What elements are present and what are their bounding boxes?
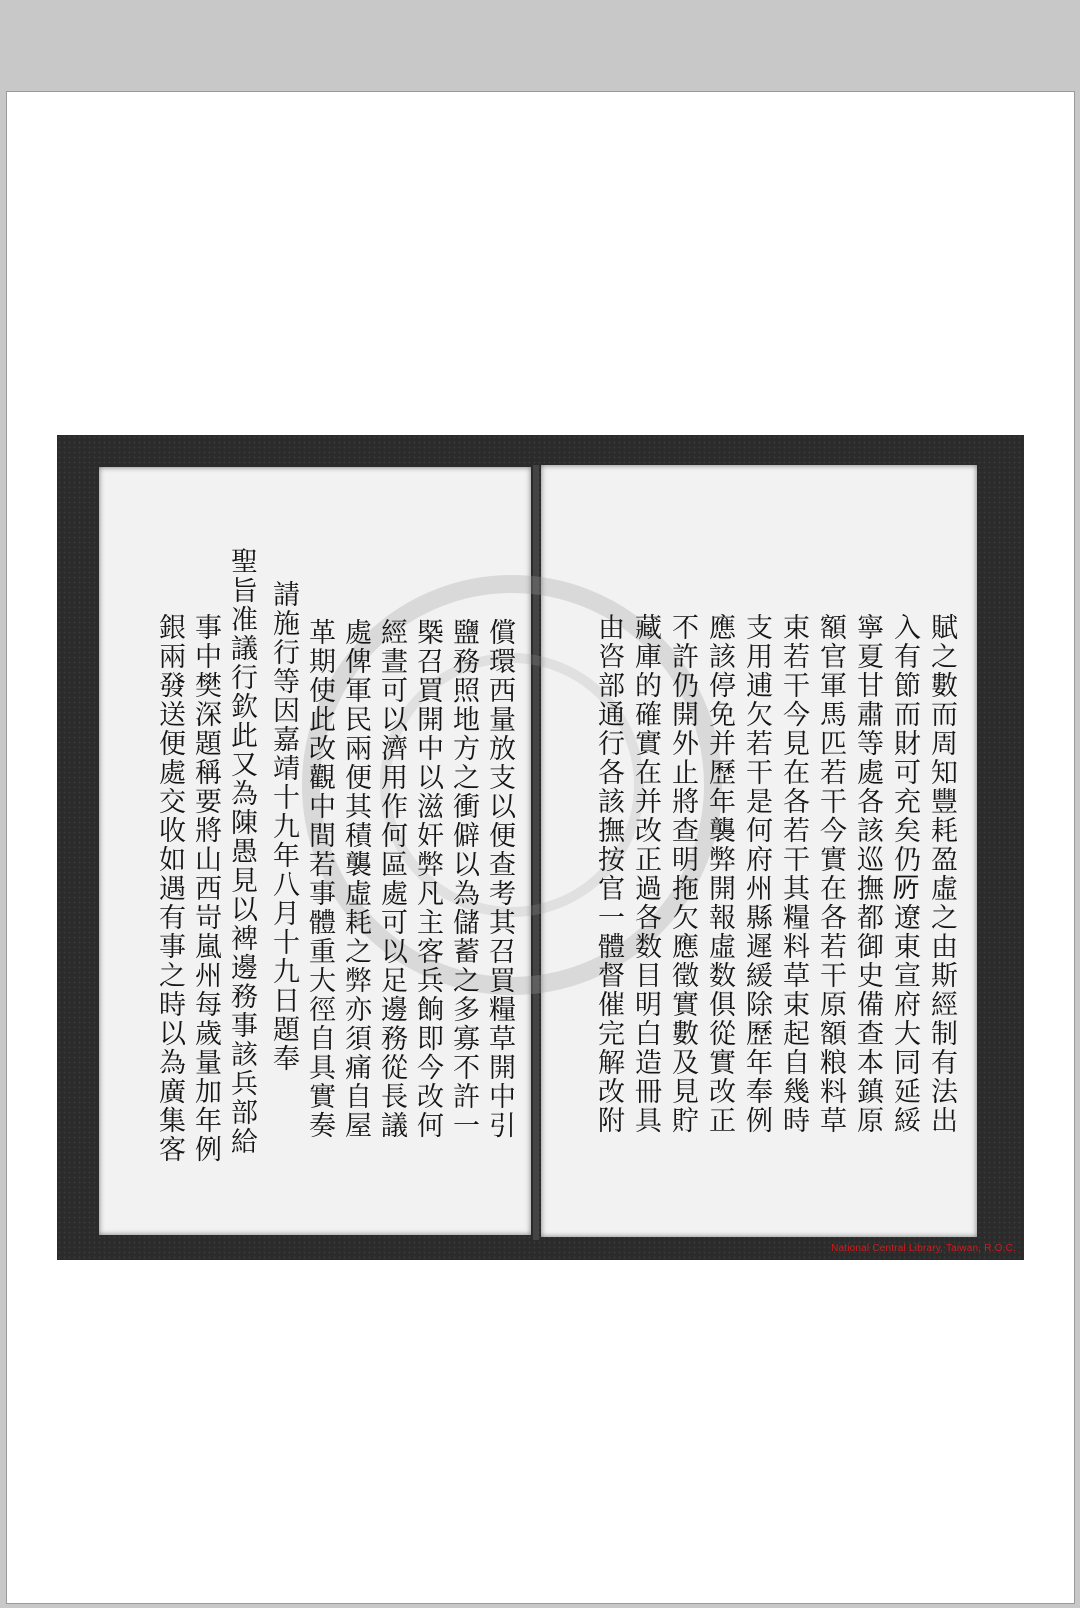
- right-page-column-1: 賦之數而周知豐耗盈虛之由斯經制有法出: [926, 613, 957, 1135]
- right-page-column-4: 額官軍馬匹若干今實在各若干原額粮料草: [815, 613, 846, 1135]
- left-page-column-5: 處俾軍民兩便其積襲虛耗之弊亦須痛自屋: [340, 618, 371, 1140]
- right-page-column-8: 不許仍開外止將查明拖欠應徵實數及見貯: [667, 613, 698, 1135]
- right-page-column-6: 支用逋欠若干是何府州縣遲緩除歷年奉例: [741, 613, 772, 1135]
- left-page-column-2: 鹽務照地方之衝僻以為儲蓄之多寡不許一: [448, 618, 479, 1140]
- left-page-column-6: 革期使此改觀中間若事體重大徑自具實奏: [304, 618, 335, 1140]
- right-page-column-5: 束若干今見在各若干其糧料草束起自幾時: [778, 613, 809, 1135]
- right-page-column-3: 寧夏甘肅等處各該巡撫都御史備查本鎮原: [852, 613, 883, 1135]
- left-page-column-1: 償環西量放支以便查考其召買糧草開中引: [484, 618, 515, 1140]
- scanned-book-image: [57, 435, 1024, 1260]
- library-watermark-text: National Central Library, Taiwan, R.O.C.: [831, 1243, 1016, 1254]
- left-page-column-10: 銀兩發送便處交收如遇有事之時以為廣集客: [154, 613, 185, 1164]
- right-page-column-10: 由咨部通行各該撫按官一體督催完解改附: [593, 613, 624, 1135]
- left-page-column-9: 事中樊深題稱要將山西岢嵐州每歲量加年例: [190, 613, 221, 1164]
- left-page-column-3: 槩召買開中以滋奸弊凡主客兵餉即今改何: [412, 618, 443, 1140]
- viewer-frame: [6, 91, 1075, 1604]
- right-page-column-7: 應該停免并歷年襲弊開報虛数俱從實改正: [704, 613, 735, 1135]
- right-page-column-2: 入有節而財可充矣仍𠩄遼東宣府大同延綏: [889, 613, 920, 1135]
- left-page-column-8: 聖旨准議行欽此又為陳愚見以裨邊務事該兵部給: [226, 547, 257, 1156]
- right-page-column-9: 藏庫的確實在并改正過各数目明白造冊具: [630, 613, 661, 1135]
- left-page-column-4: 經晝可以濟用作何區處可以足邊務從長議: [376, 618, 407, 1140]
- left-page-column-7: 請施行等因嘉靖十九年八月十九日題奉: [268, 580, 299, 1073]
